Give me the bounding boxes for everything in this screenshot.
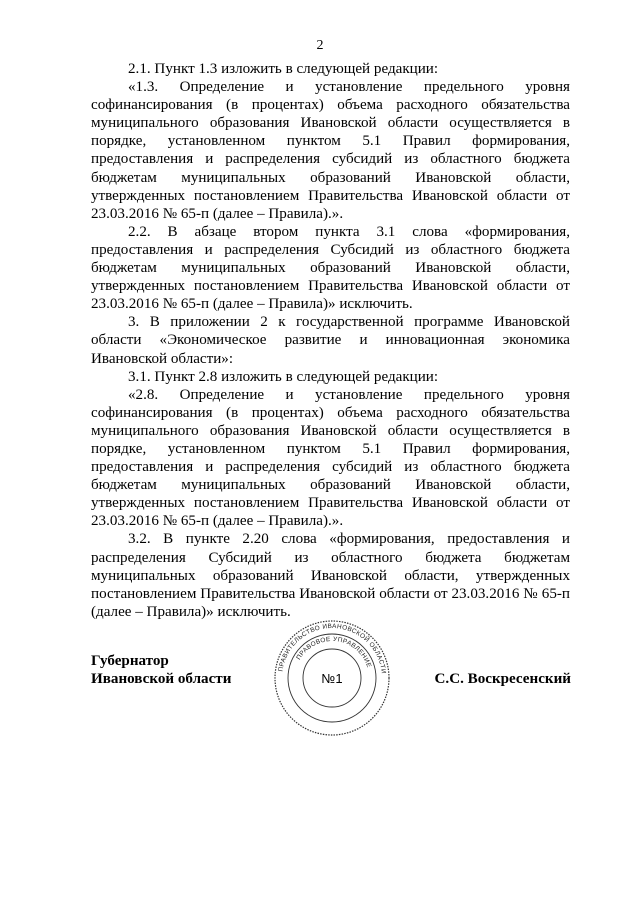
paragraph-2-8-text: «2.8. Определение и установление предельного уровня софинансирования (в процентах) объема расходного обязательства муниципального образования Ивановской области осуществляется в порядке, установленном пунктом 5.1 Правил формирования, предоставления и распределения субсидий из областного бюджета бюджетам муниципальных образований Ивановской области, утвержденных постановлением Правительства Ивановской области от 23.03.2016 № 65-п (далее – Правила).». bbox=[91, 386, 570, 530]
seal-icon bbox=[272, 618, 392, 738]
seal-inner-text: ПРАВОВОЕ УПРАВЛЕНИЕ bbox=[295, 635, 373, 669]
official-seal bbox=[272, 618, 392, 738]
signatory-position-line1: Губернатор bbox=[91, 653, 169, 669]
paragraph-2-1: 2.1. Пункт 1.3 изложить в следующей редакции: bbox=[128, 61, 439, 77]
signatory-name: С.С. Воскресенский bbox=[434, 671, 571, 687]
document-body bbox=[91, 60, 570, 621]
signatory-position bbox=[91, 652, 231, 688]
paragraph-3: 3. В приложении 2 к государственной программе Ивановской области «Экономическое развитие и инновационная экономика Ивановской области»: bbox=[91, 314, 570, 367]
paragraph-2-2: 2.2. В абзаце втором пункта 3.1 слова «формирования, предоставления и распределения Субсидий из областного бюджета бюджетам муниципальных образований Ивановской области, утвержденных постановлением Правительства Ивановской области от 23.03.2016 № 65-п (далее – Правила)» исключить. bbox=[91, 223, 570, 313]
paragraph-1-3-text: «1.3. Определение и установление предельного уровня софинансирования (в процентах) объема расходного обязательства муниципального образования Ивановской области осуществляется в порядке, установленном пунктом 5.1 Правил формирования, предоставления и распределения субсидий из областного бюджета бюджетам муниципальных образований Ивановской области, утвержденных постановлением Правительства Ивановской области от 23.03.2016 № 65-п (далее – Правила).». bbox=[91, 79, 570, 222]
seal-number: №1 bbox=[321, 671, 343, 686]
signatory-position-line2: Ивановской области bbox=[91, 671, 232, 687]
seal-outer-text: ПРАВИТЕЛЬСТВО ИВАНОВСКОЙ ОБЛАСТИ bbox=[277, 622, 387, 675]
page-number: 2 bbox=[316, 38, 324, 53]
paragraph-3-2: 3.2. В пункте 2.20 слова «формирования, предоставления и распределения Субсидий из областного бюджета бюджетам муниципальных образований Ивановской области, утвержденных постановлением Правительства Ивановской области от 23.03.2016 № 65-п (далее – Правила)» исключить. bbox=[91, 531, 570, 620]
paragraph-3-1: 3.1. Пункт 2.8 изложить в следующей редакции: bbox=[128, 368, 439, 385]
